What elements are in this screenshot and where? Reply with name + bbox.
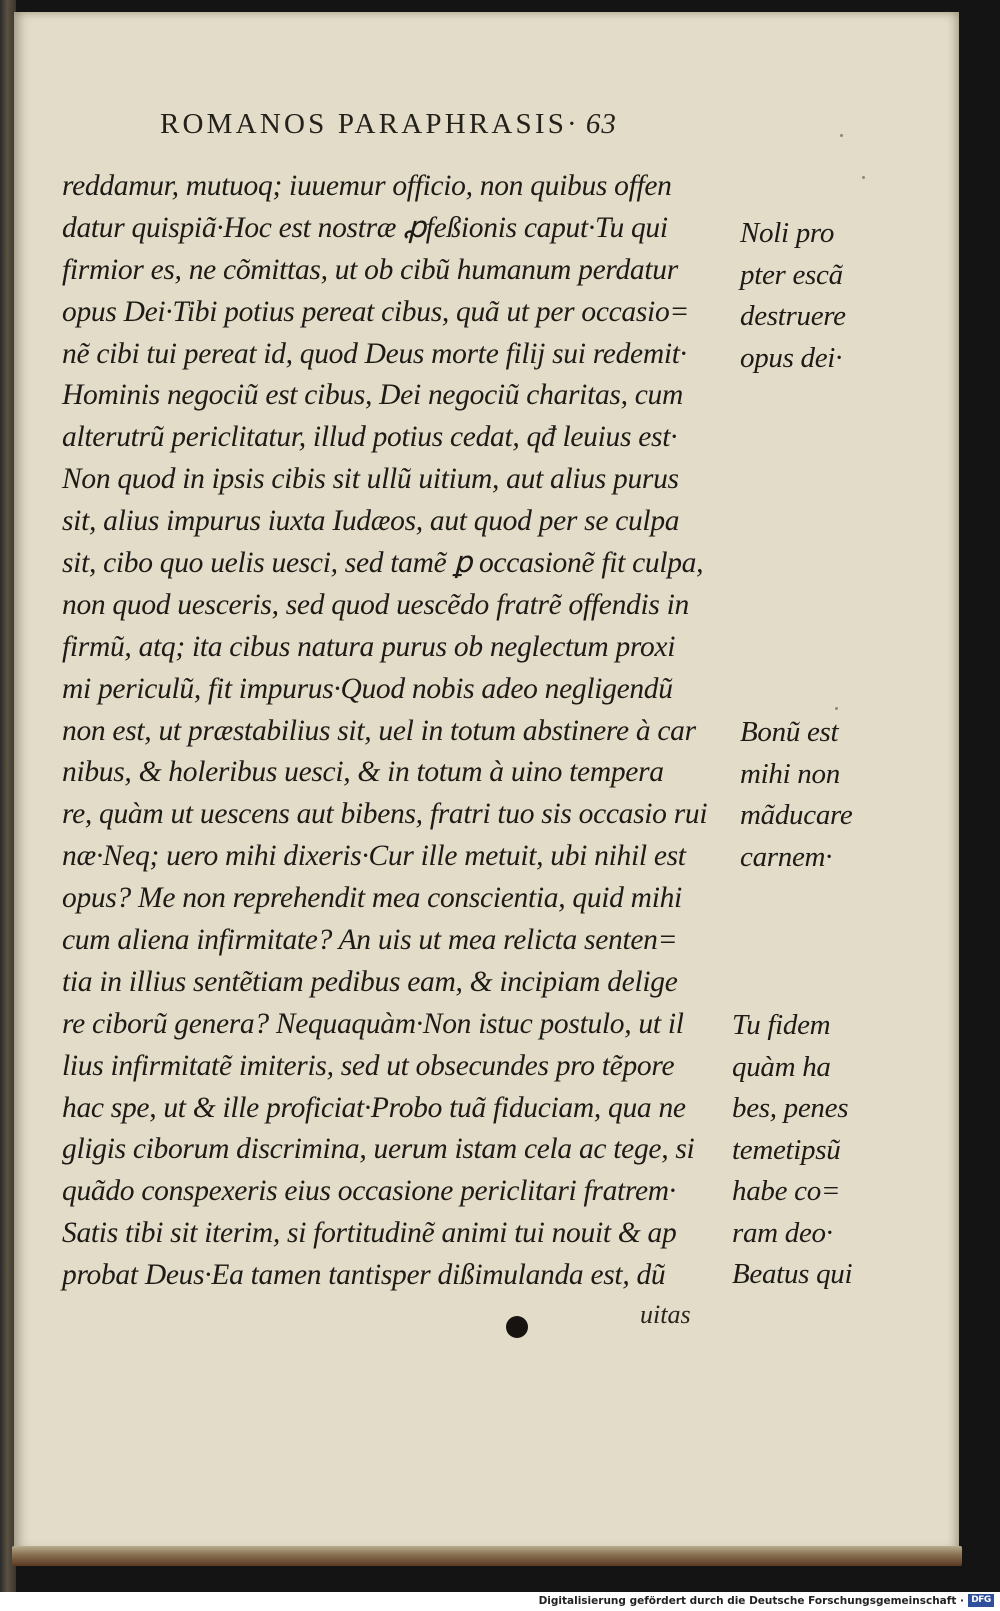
marginal-note	[732, 1005, 932, 1296]
text-line: nibus, & holeribus uesci, & in totum à uino tempera	[62, 756, 664, 789]
text-line: sit, alius impurus iuxta Iudæos, aut quod per se culpa	[62, 505, 680, 538]
marginal-note	[740, 213, 940, 379]
text-line: firmior es, ne cõmittas, ut ob cibũ humanum perdatur	[62, 253, 678, 286]
text-line: reddamur, mutuoq; iuuemur officio, non quibus offen	[62, 170, 672, 202]
marginal-note-line: Noli pro	[740, 217, 835, 249]
marginal-note-line: pter escã	[740, 258, 843, 291]
marginal-note-line: mihi non	[740, 757, 840, 790]
text-line: Non quod in ipsis cibis sit ullũ uitium, aut alius purus	[62, 463, 679, 496]
text-line: opus Dei·Tibi potius pereat cibus, quã ut per occasio=	[62, 295, 689, 328]
running-head	[160, 108, 720, 148]
text-line: mi periculũ, fit impurus·Quod nobis adeo negligendũ	[62, 672, 673, 705]
text-line: non quod uesceris, sed quod uescẽdo fratrẽ offendis in	[62, 588, 689, 621]
text-line: quãdo conspexeris eius occasione periclitari fratrem·	[62, 1175, 676, 1208]
running-head-title: ROMANOS PARAPHRASIS·	[160, 108, 580, 140]
text-line: gligis ciborum discrimina, uerum istam cela ac tege, si	[62, 1133, 695, 1166]
paper-speck	[840, 134, 843, 137]
marginal-note-line: bes, penes	[732, 1092, 849, 1124]
text-line: hac spe, ut & ille proficiat·Probo tuã fiduciam, qua ne	[62, 1091, 686, 1124]
text-line: lius infirmitatẽ imiteris, sed ut obsecundes pro tẽpore	[62, 1049, 675, 1082]
paper-speck	[835, 707, 838, 710]
text-line: datur quispiã·Hoc est nostræ ꝓfeßionis caput·Tu qui	[62, 211, 668, 244]
paper-speck	[862, 176, 865, 179]
text-line: firmũ, atq; ita cibus natura purus ob neglectum proxi	[62, 630, 676, 663]
text-line: re, quàm ut uescens aut bibens, fratri tuo sis occasio rui	[62, 798, 708, 831]
text-line: alterutrũ periclitatur, illud potius cedat, qđ leuius est·	[62, 421, 678, 454]
dfg-logo: DFG	[968, 1594, 994, 1607]
text-line: opus? Me non reprehendit mea conscientia, quid mihi	[62, 882, 682, 915]
text-line: tia in illius sentẽtiam pedibus eam, & incipiam delige	[62, 965, 678, 998]
marginal-note-line: carnem·	[740, 840, 833, 873]
page-bottom-edge	[12, 1546, 962, 1566]
marginal-note-line: Bonũ est	[740, 716, 839, 748]
ink-dot-ornament	[506, 1316, 528, 1338]
marginal-note-line: mãducare	[740, 799, 853, 831]
text-line: næ·Neq; uero mihi dixeris·Cur ille metuit, ubi nihil est	[62, 840, 686, 873]
marginal-note-line: quàm ha	[732, 1050, 831, 1083]
text-line: non est, ut præstabilius sit, uel in totum abstinere à car	[62, 714, 696, 747]
marginal-note-line: Beatus qui	[732, 1258, 853, 1290]
marginal-note-line: Tu fidem	[732, 1009, 831, 1041]
marginal-note-line: destruere	[740, 300, 846, 332]
marginal-note-line: opus dei·	[740, 341, 843, 374]
text-line: Satis tibi sit iterim, si fortitudinẽ animi tui nouit & ap	[62, 1217, 677, 1250]
marginal-note	[740, 712, 940, 878]
text-line: cum aliena infirmitate? An uis ut mea relicta senten=	[62, 924, 678, 957]
marginal-note-line: temetipsũ	[732, 1133, 841, 1166]
marginal-note-line: habe co=	[732, 1175, 841, 1207]
funding-credit: Digitalisierung gefördert durch die Deutsche Forschungsgemeinschaft ·	[538, 1595, 964, 1607]
page-number: 63	[585, 108, 617, 140]
marginal-note-line: ram deo·	[732, 1216, 833, 1249]
catchword: uitas	[640, 1300, 691, 1329]
text-line: sit, cibo quo uelis uesci, sed tamẽ ꝑ occasionẽ fit culpa,	[62, 547, 704, 580]
text-line: probat Deus·Ea tamen tantisper dißimulanda est, dũ	[62, 1259, 666, 1292]
main-text-block	[62, 166, 762, 1297]
text-line: Hominis negociũ est cibus, Dei negociũ charitas, cum	[62, 379, 683, 412]
text-line: re ciborũ genera? Nequaquàm·Non istuc postulo, ut il	[62, 1007, 684, 1040]
text-line: nẽ cibi tui pereat id, quod Deus morte filij sui redemit·	[62, 337, 687, 370]
